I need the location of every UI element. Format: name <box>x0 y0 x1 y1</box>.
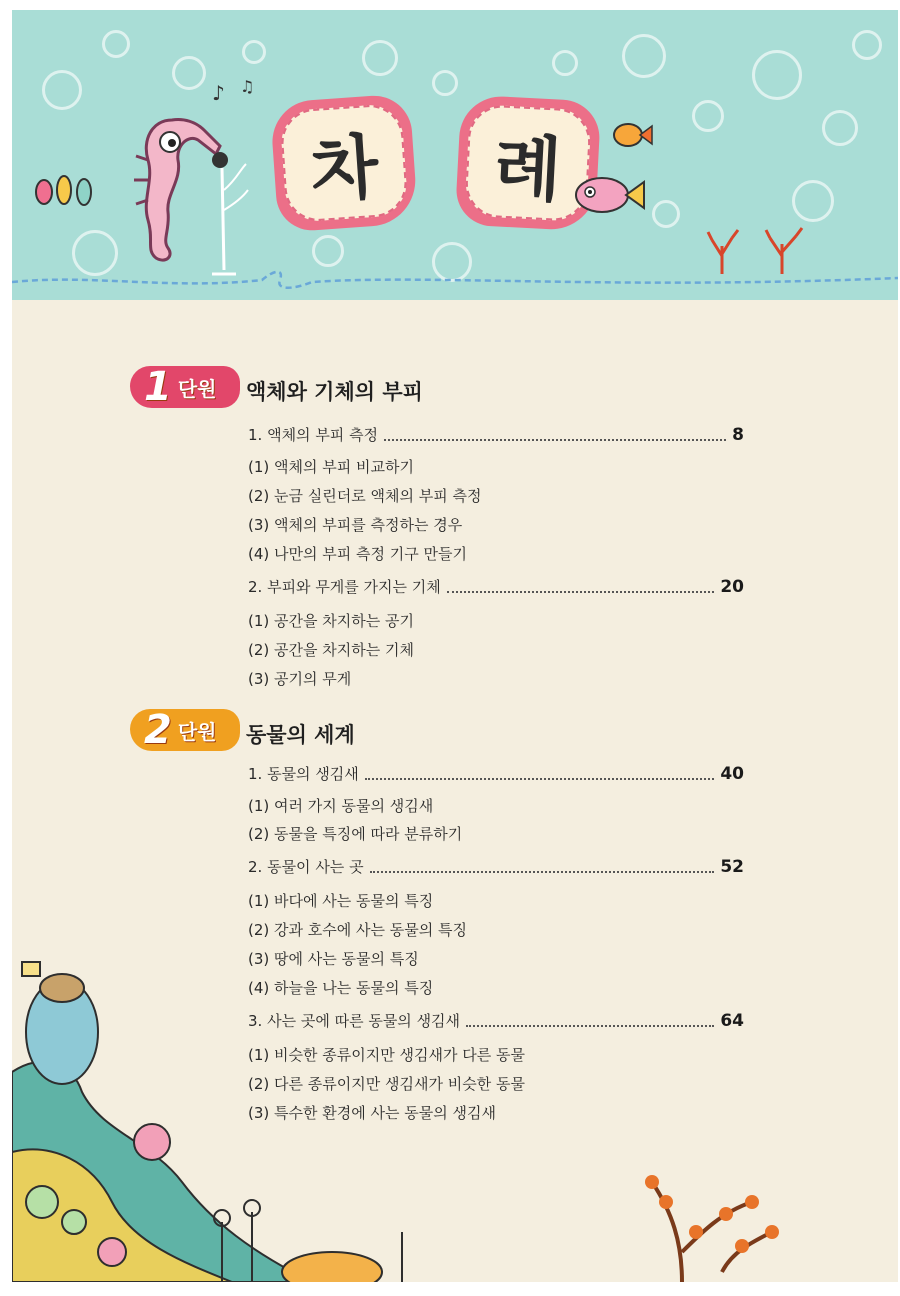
unit-title: 액체와 기체의 부피 <box>246 380 423 404</box>
fish-illustration <box>568 170 648 220</box>
page-header <box>12 10 898 300</box>
toc-item-link[interactable]: (2) 강과 호수에 사는 동물의 특징 <box>248 921 467 939</box>
toc-item-link[interactable]: (2) 눈금 실린더로 액체의 부피 측정 <box>248 487 482 505</box>
section-heading: 2. 동물이 사는 곳 <box>248 858 364 876</box>
unit-title: 동물의 세계 <box>246 723 355 747</box>
bubble <box>652 200 680 228</box>
bubble <box>42 70 82 110</box>
toc-item-link[interactable]: (1) 액체의 부피 비교하기 <box>248 458 414 476</box>
svg-text:♫: ♫ <box>240 77 255 96</box>
bubble <box>622 34 666 78</box>
small-fish-illustration <box>610 118 654 152</box>
svg-text:♪: ♪ <box>212 81 225 105</box>
wave-divider <box>12 260 898 300</box>
bubble <box>102 30 130 58</box>
toc-item-link[interactable]: (3) 액체의 부피를 측정하는 경우 <box>248 516 463 534</box>
page-number: 8 <box>732 425 744 445</box>
section-heading: 2. 부피와 무게를 가지는 기체 <box>248 578 441 596</box>
toc-page <box>12 10 898 1282</box>
section-heading: 1. 액체의 부피 측정 <box>248 426 379 444</box>
bubble <box>852 30 882 60</box>
bubble <box>172 56 206 90</box>
unit-number: 2 <box>144 707 172 753</box>
page-number: 64 <box>720 1011 744 1031</box>
bubble <box>792 180 834 222</box>
leader-dots <box>447 591 715 593</box>
bottom-plants-illustration <box>202 1192 442 1282</box>
bubble <box>692 100 724 132</box>
toc-item-link[interactable]: (1) 공간을 차지하는 공기 <box>248 612 414 630</box>
toc-item-link[interactable]: (2) 공간을 차지하는 기체 <box>248 641 414 659</box>
bubble <box>822 110 858 146</box>
page-number: 20 <box>720 577 744 597</box>
toc-item-link[interactable]: (1) 바다에 사는 동물의 특징 <box>248 892 434 910</box>
toc-item-link[interactable]: (4) 하늘을 나는 동물의 특징 <box>248 979 434 997</box>
unit-number: 1 <box>144 364 172 410</box>
toc-section-link[interactable] <box>248 576 744 597</box>
page-number: 40 <box>720 764 744 784</box>
toc-section-link[interactable] <box>248 1010 744 1031</box>
section-heading: 3. 사는 곳에 따른 동물의 생김새 <box>248 1012 461 1030</box>
toc-item-link[interactable]: (3) 땅에 사는 동물의 특징 <box>248 950 419 968</box>
toc-item-link[interactable]: (2) 동물을 특징에 따라 분류하기 <box>248 825 463 843</box>
leader-dots <box>370 871 715 873</box>
bubble <box>552 50 578 76</box>
music-note-icon <box>210 76 270 116</box>
unit-badge <box>130 709 240 751</box>
unit-badge <box>130 366 240 408</box>
unit-label: 단원 <box>177 376 217 401</box>
small-seahorses-illustration <box>30 170 100 230</box>
section-heading: 1. 동물의 생김새 <box>248 765 359 783</box>
toc-item-link[interactable]: (4) 나만의 부피 측정 기구 만들기 <box>248 545 467 563</box>
toc-section-link[interactable] <box>248 424 744 445</box>
toc-item-link[interactable]: (2) 다른 종류이지만 생김새가 비슷한 동물 <box>248 1075 525 1093</box>
leader-dots <box>466 1025 714 1027</box>
toc-section-link[interactable] <box>248 763 744 784</box>
title-frame <box>270 93 419 232</box>
toc-item-link[interactable]: (3) 공기의 무게 <box>248 670 352 688</box>
bubble <box>362 40 398 76</box>
toc-section-link[interactable] <box>248 856 744 877</box>
bubble <box>432 70 458 96</box>
page-number: 52 <box>720 857 744 877</box>
bubble <box>242 40 266 64</box>
orange-coral-illustration <box>622 1162 802 1282</box>
toc-item-link[interactable]: (3) 특수한 환경에 사는 동물의 생김새 <box>248 1104 496 1122</box>
toc-item-link[interactable]: (1) 여러 가지 동물의 생김새 <box>248 797 434 815</box>
bubble <box>752 50 802 100</box>
toc-item-link[interactable]: (1) 비슷한 종류이지만 생김새가 다른 동물 <box>248 1046 525 1064</box>
page-title-char: 례 <box>464 104 592 222</box>
leader-dots <box>384 439 726 441</box>
leader-dots <box>365 778 715 780</box>
page-title-char: 차 <box>279 103 409 223</box>
unit-label: 단원 <box>177 719 217 744</box>
